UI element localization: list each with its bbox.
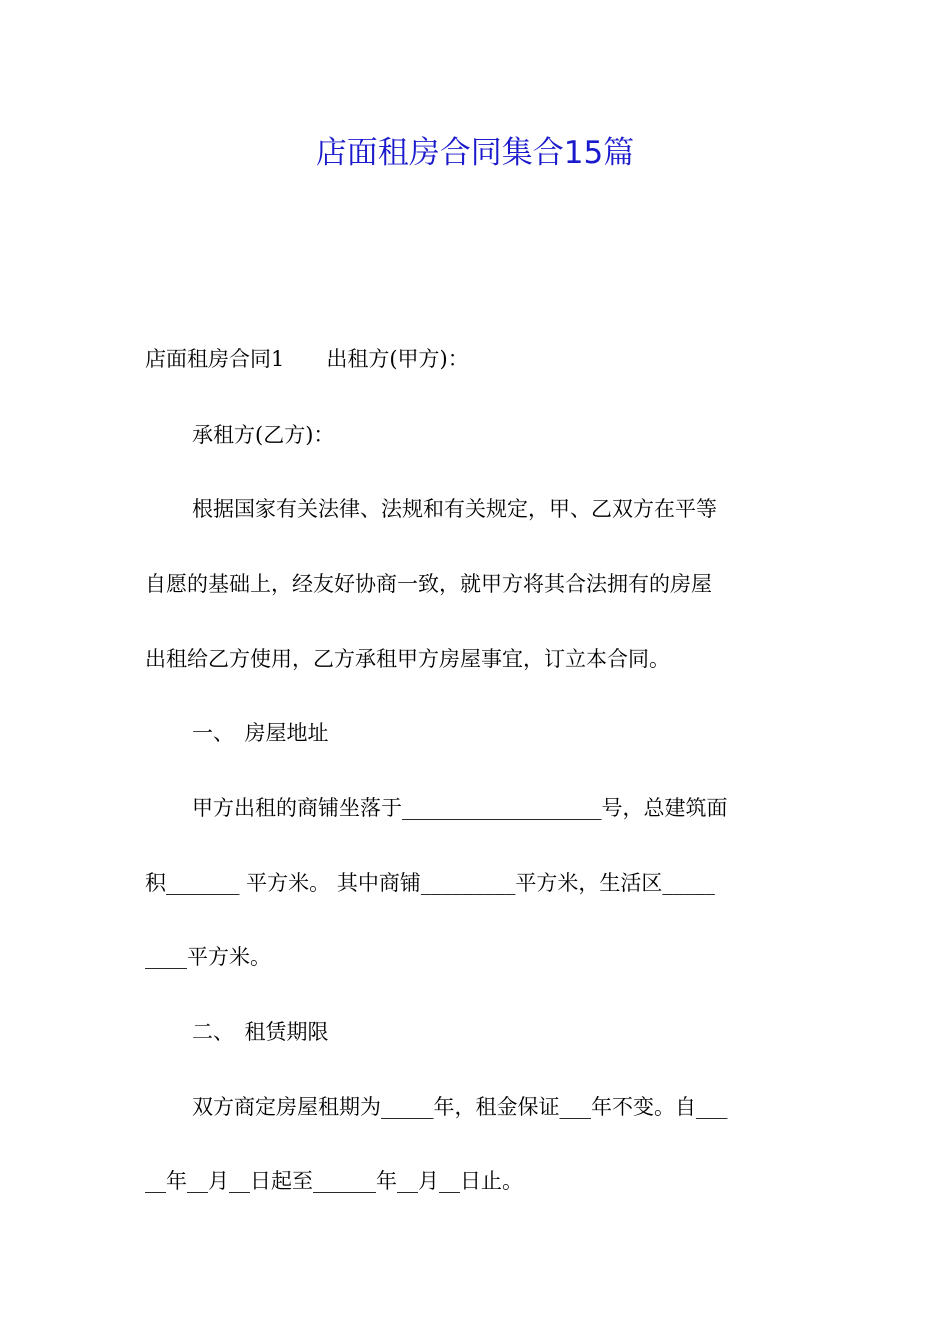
tenant-line: 承租方(乙方)： [192, 423, 335, 447]
paragraph-line: ____平方米。 [145, 945, 271, 969]
paragraph-line: 双方商定房屋租期为_____年，租金保证___年不变。自___ [192, 1095, 728, 1119]
paragraph-line: 积_______ 平方米。 其中商铺_________平方米，生活区_____ [145, 871, 715, 895]
paragraph-line: 甲方出租的商铺坐落于___________________号，总建筑面 [192, 796, 728, 820]
paragraph-line: 根据国家有关法律、法规和有关规定，甲、乙双方在平等 [192, 497, 717, 521]
section-heading: 二、 租赁期限 [192, 1020, 329, 1044]
paragraph-line: 自愿的基础上，经友好协商一致，就甲方将其合法拥有的房屋 [145, 572, 712, 596]
paragraph-line: 出租给乙方使用，乙方承租甲方房屋事宜，订立本合同。 [145, 647, 670, 671]
document-title: 店面租房合同集合15篇 [315, 135, 635, 171]
paragraph-line: __年__月__日起至______年__月__日止。 [145, 1169, 523, 1193]
contract-header-line: 店面租房合同1 出租方(甲方)： [145, 347, 469, 371]
section-heading: 一、 房屋地址 [192, 721, 329, 745]
